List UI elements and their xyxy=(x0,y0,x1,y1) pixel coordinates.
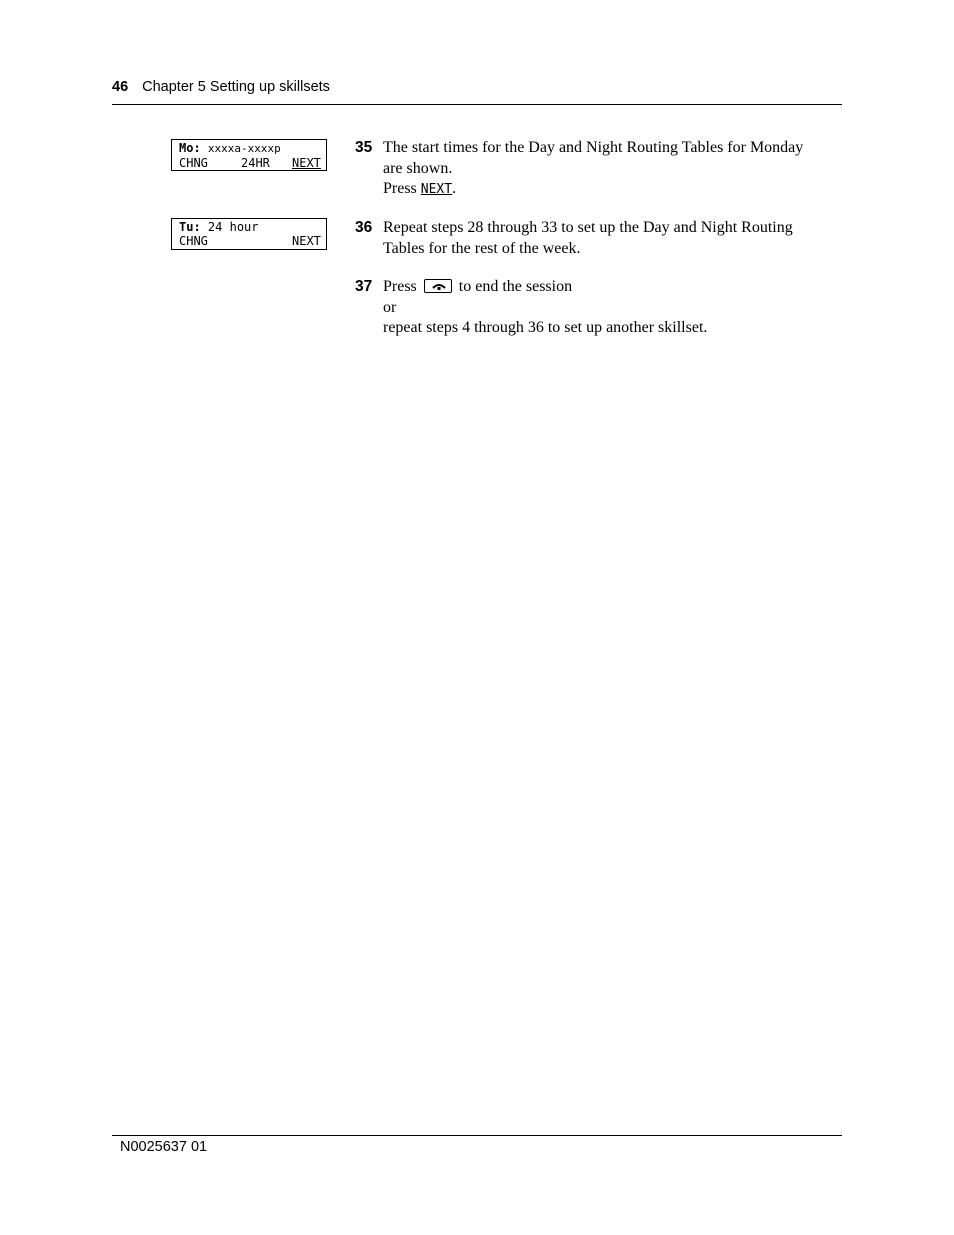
step-action xyxy=(383,179,845,201)
page-number: 46 xyxy=(112,79,129,95)
action-suffix: . xyxy=(452,180,457,197)
footer-rule xyxy=(112,1135,842,1136)
page-header xyxy=(112,79,330,95)
end-session-text: to end the session xyxy=(458,278,573,295)
lcd-display-tuesday xyxy=(171,218,327,250)
header-rule xyxy=(112,104,842,105)
step-text-line: are shown. xyxy=(383,159,453,177)
step-number: 36 xyxy=(355,219,373,236)
step-text-line: repeat steps 4 through 36 to set up another skillset. xyxy=(383,319,708,336)
step-text-line: Tables for the rest of the week. xyxy=(383,239,581,257)
step-35 xyxy=(355,138,845,201)
release-key-icon xyxy=(424,279,452,293)
step-text-line xyxy=(383,277,845,298)
softkey-next[interactable]: NEXT xyxy=(292,156,321,170)
step-36 xyxy=(355,218,845,259)
step-number: 37 xyxy=(355,278,373,295)
step-or: or xyxy=(383,298,397,316)
lcd-day-label: Mo: xyxy=(179,141,201,155)
step-text-line: Repeat steps 28 through 33 to set up the Day and Night Routing xyxy=(383,219,793,236)
action-prefix: Press xyxy=(383,180,421,197)
chapter-title: Chapter 5 Setting up skillsets xyxy=(142,79,330,95)
step-text-line: The start times for the Day and Night Routing Tables for Monday xyxy=(383,139,804,156)
lcd-time-value: 24 hour xyxy=(207,220,259,234)
lcd-display-monday xyxy=(171,139,327,171)
next-key-name: NEXT xyxy=(420,182,453,197)
softkey-next[interactable]: NEXT xyxy=(292,234,321,248)
lcd-day-label: Tu: xyxy=(179,220,201,234)
press-text: Press xyxy=(383,278,417,295)
softkey-chng[interactable]: CHNG xyxy=(179,234,208,248)
step-number: 35 xyxy=(355,139,373,156)
lcd-time-value: xxxxa-xxxxp xyxy=(207,142,281,155)
step-37 xyxy=(355,277,845,339)
doc-number: N0025637 01 xyxy=(120,1139,208,1155)
softkey-24hr[interactable]: 24HR xyxy=(241,156,270,170)
softkey-chng[interactable]: CHNG xyxy=(179,156,208,170)
